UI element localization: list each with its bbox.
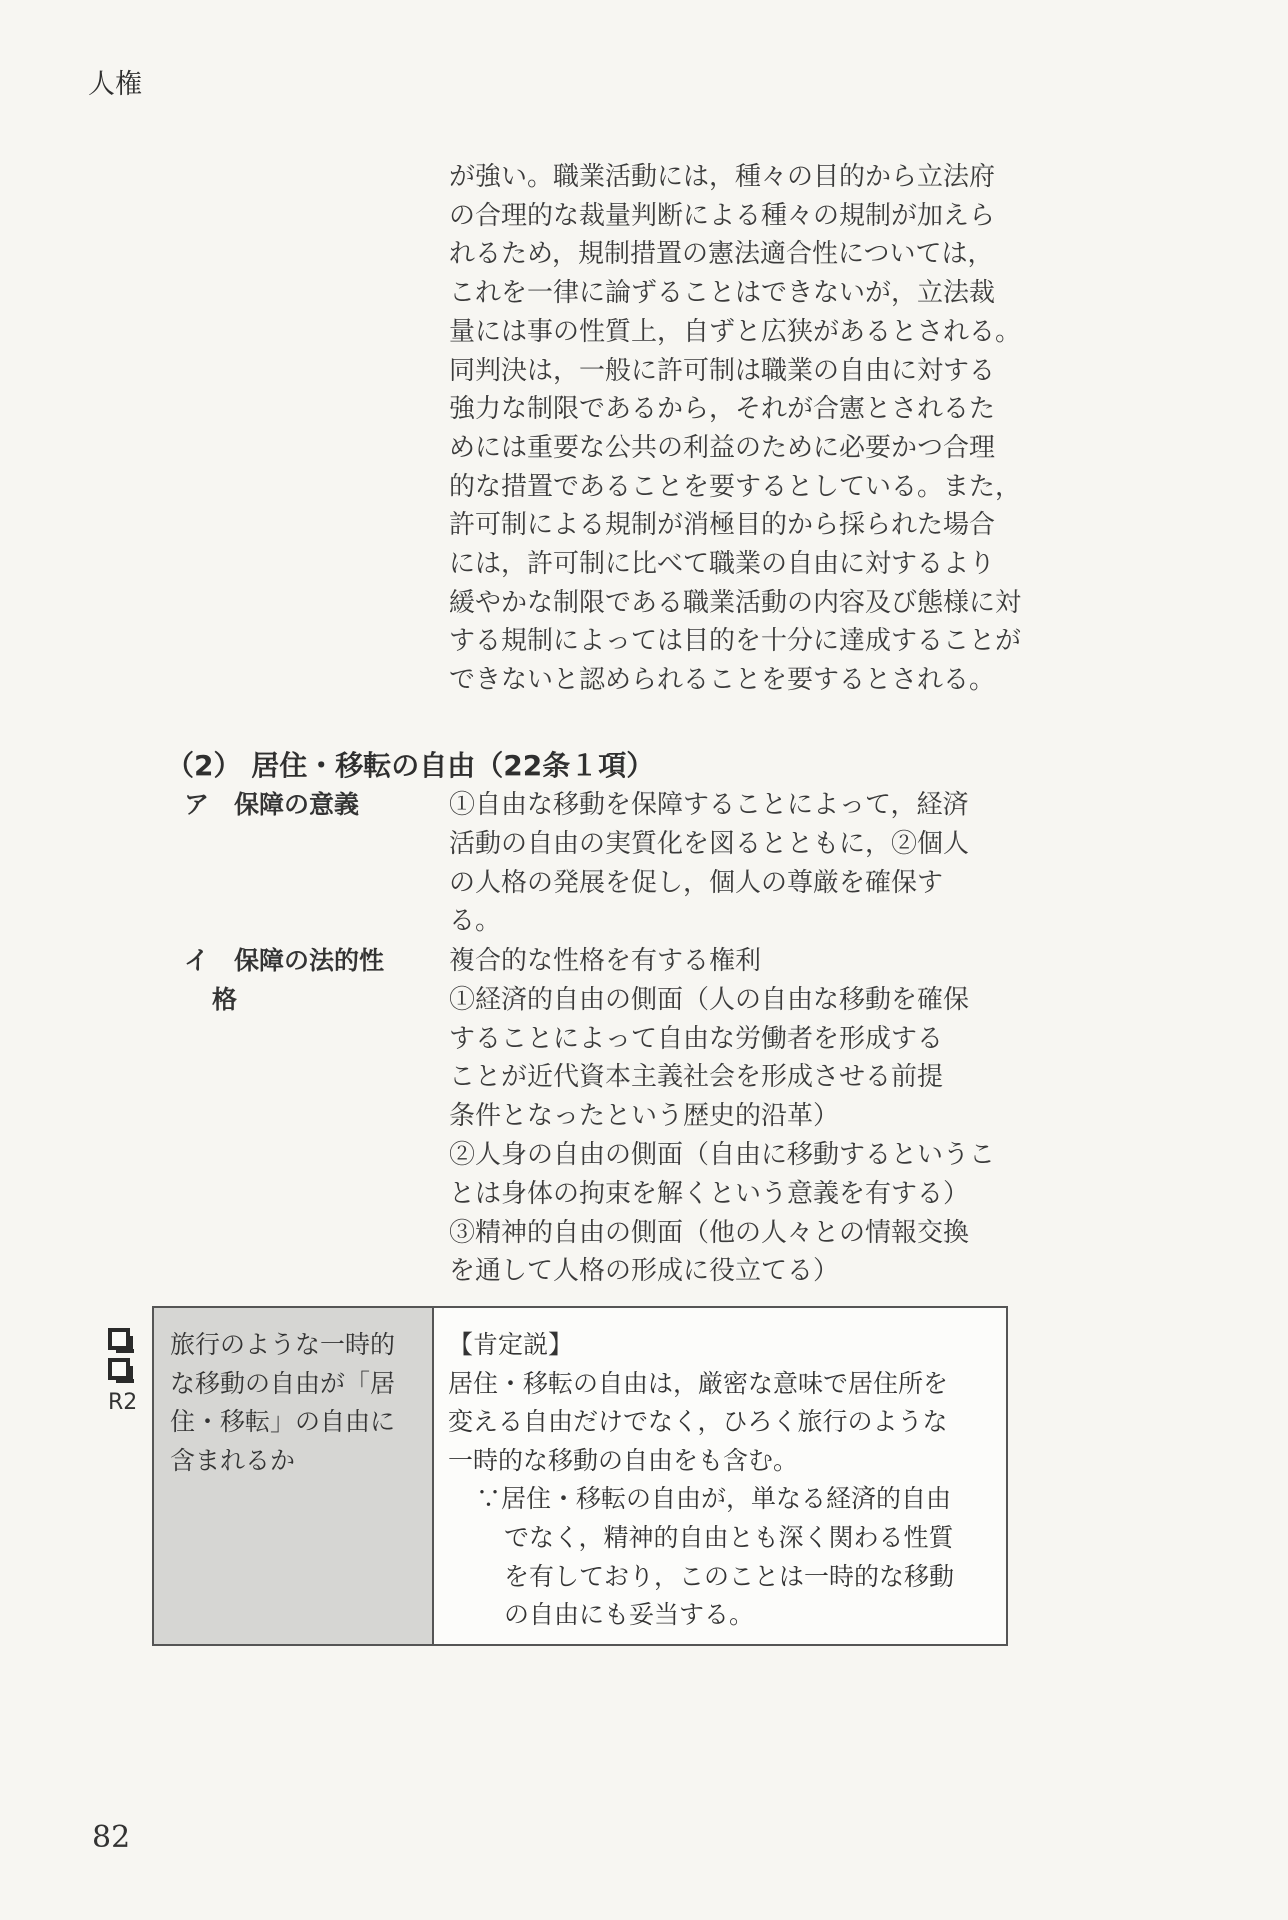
question-cell — [154, 1308, 434, 1644]
label-line: イ 保障の法的性 — [184, 946, 385, 975]
paragraph-line: めには重要な公共の利益のために必要かつ合理 — [449, 432, 996, 463]
reason-line: の自由にも妥当する。 — [504, 1600, 755, 1630]
paragraph-line: れるため，規制措置の憲法適合性については， — [449, 239, 994, 270]
text-line: ②人身の自由の側面（自由に移動するというこ — [449, 1139, 996, 1170]
paragraph-line: 的な措置であることを要するとしている。また， — [449, 471, 1022, 502]
text-line: することによって自由な労働者を形成する — [449, 1023, 944, 1054]
text-line: る。 — [449, 906, 502, 937]
paragraph-line: する規制によっては目的を十分に達成することが — [449, 626, 1022, 657]
subsection-label-i — [184, 942, 384, 1020]
section-heading: （2） 居住・移転の自由（22条１項） — [166, 749, 655, 782]
question-line: 住・移転」の自由に — [170, 1407, 396, 1437]
answer-title: 【肯定説】 — [448, 1330, 574, 1359]
paragraph-line: 同判決は，一般に許可制は職業の自由に対する — [449, 355, 996, 386]
answer-line: 一時的な移動の自由をも含む。 — [448, 1445, 799, 1475]
text-line: とは身体の拘束を解くという意義を有する） — [449, 1178, 970, 1209]
paragraph-line: 許可制による規制が消極目的から採られた場合 — [449, 510, 996, 541]
paragraph-line: には，許可制に比べて職業の自由に対するより — [449, 549, 996, 580]
text-line: を通して人格の形成に役立てる） — [449, 1256, 840, 1287]
paragraph-line: 強力な制限であるから，それが合憲とされるた — [449, 394, 996, 425]
answer-cell — [434, 1308, 1006, 1644]
text-line: ①自由な移動を保障することによって，経済 — [449, 790, 969, 820]
reason-line: を有しており，このことは一時的な移動 — [504, 1561, 955, 1591]
subsection-text-i — [449, 942, 1009, 1291]
review-checkbox-1[interactable] — [108, 1328, 130, 1350]
paragraph-line: 緩やかな制限である職業活動の内容及び態様に対 — [449, 587, 1022, 618]
question-line: 含まれるか — [170, 1445, 296, 1475]
review-checkbox-2[interactable] — [108, 1358, 130, 1380]
running-title: 人権 — [88, 69, 142, 100]
text-line: ③精神的自由の側面（他の人々との情報交換 — [449, 1217, 970, 1248]
reason-line: でなく，精神的自由とも深く関わる性質 — [504, 1522, 954, 1552]
paragraph-line: の合理的な裁量判断による種々の規制が加えら — [449, 200, 996, 231]
label-line: ア 保障の意義 — [184, 790, 360, 819]
label-line: 格 — [212, 984, 238, 1014]
text-line: 条件となったという歴史的沿革） — [449, 1101, 840, 1132]
question-line: な移動の自由が「居 — [170, 1368, 396, 1398]
subsection-label-a — [184, 786, 359, 825]
text-line: 複合的な性格を有する権利 — [449, 946, 762, 976]
question-table — [152, 1306, 1008, 1646]
paragraph-line: できないと認められることを要するとされる。 — [449, 665, 996, 696]
paragraph-line: これを一律に論ずることはできないが，立法裁 — [449, 278, 996, 309]
page-number: 82 — [92, 1820, 131, 1855]
paragraph-line: が強い。職業活動には，種々の目的から立法府 — [449, 162, 996, 192]
paragraph-line: 量には事の性質上，自ずと広狭があるとされる。 — [449, 316, 1022, 347]
body-paragraph — [449, 158, 1022, 700]
text-line: 活動の自由の実質化を図るとともに，②個人 — [449, 828, 970, 859]
reason-line: ∵居住・移転の自由が，単なる経済的自由 — [476, 1484, 952, 1514]
answer-line: 居住・移転の自由は，厳密な意味で居住所を — [448, 1368, 949, 1398]
exam-year-mark: R2 — [108, 1390, 138, 1415]
text-line: ①経済的自由の側面（人の自由な移動を確保 — [449, 984, 970, 1015]
subsection-text-a — [449, 786, 1009, 941]
answer-line: 変える自由だけでなく，ひろく旅行のような — [448, 1407, 948, 1437]
question-line: 旅行のような一時的 — [170, 1330, 396, 1359]
text-line: の人格の発展を促し，個人の尊厳を確保す — [449, 867, 944, 898]
text-line: ことが近代資本主義社会を形成させる前提 — [449, 1062, 944, 1093]
